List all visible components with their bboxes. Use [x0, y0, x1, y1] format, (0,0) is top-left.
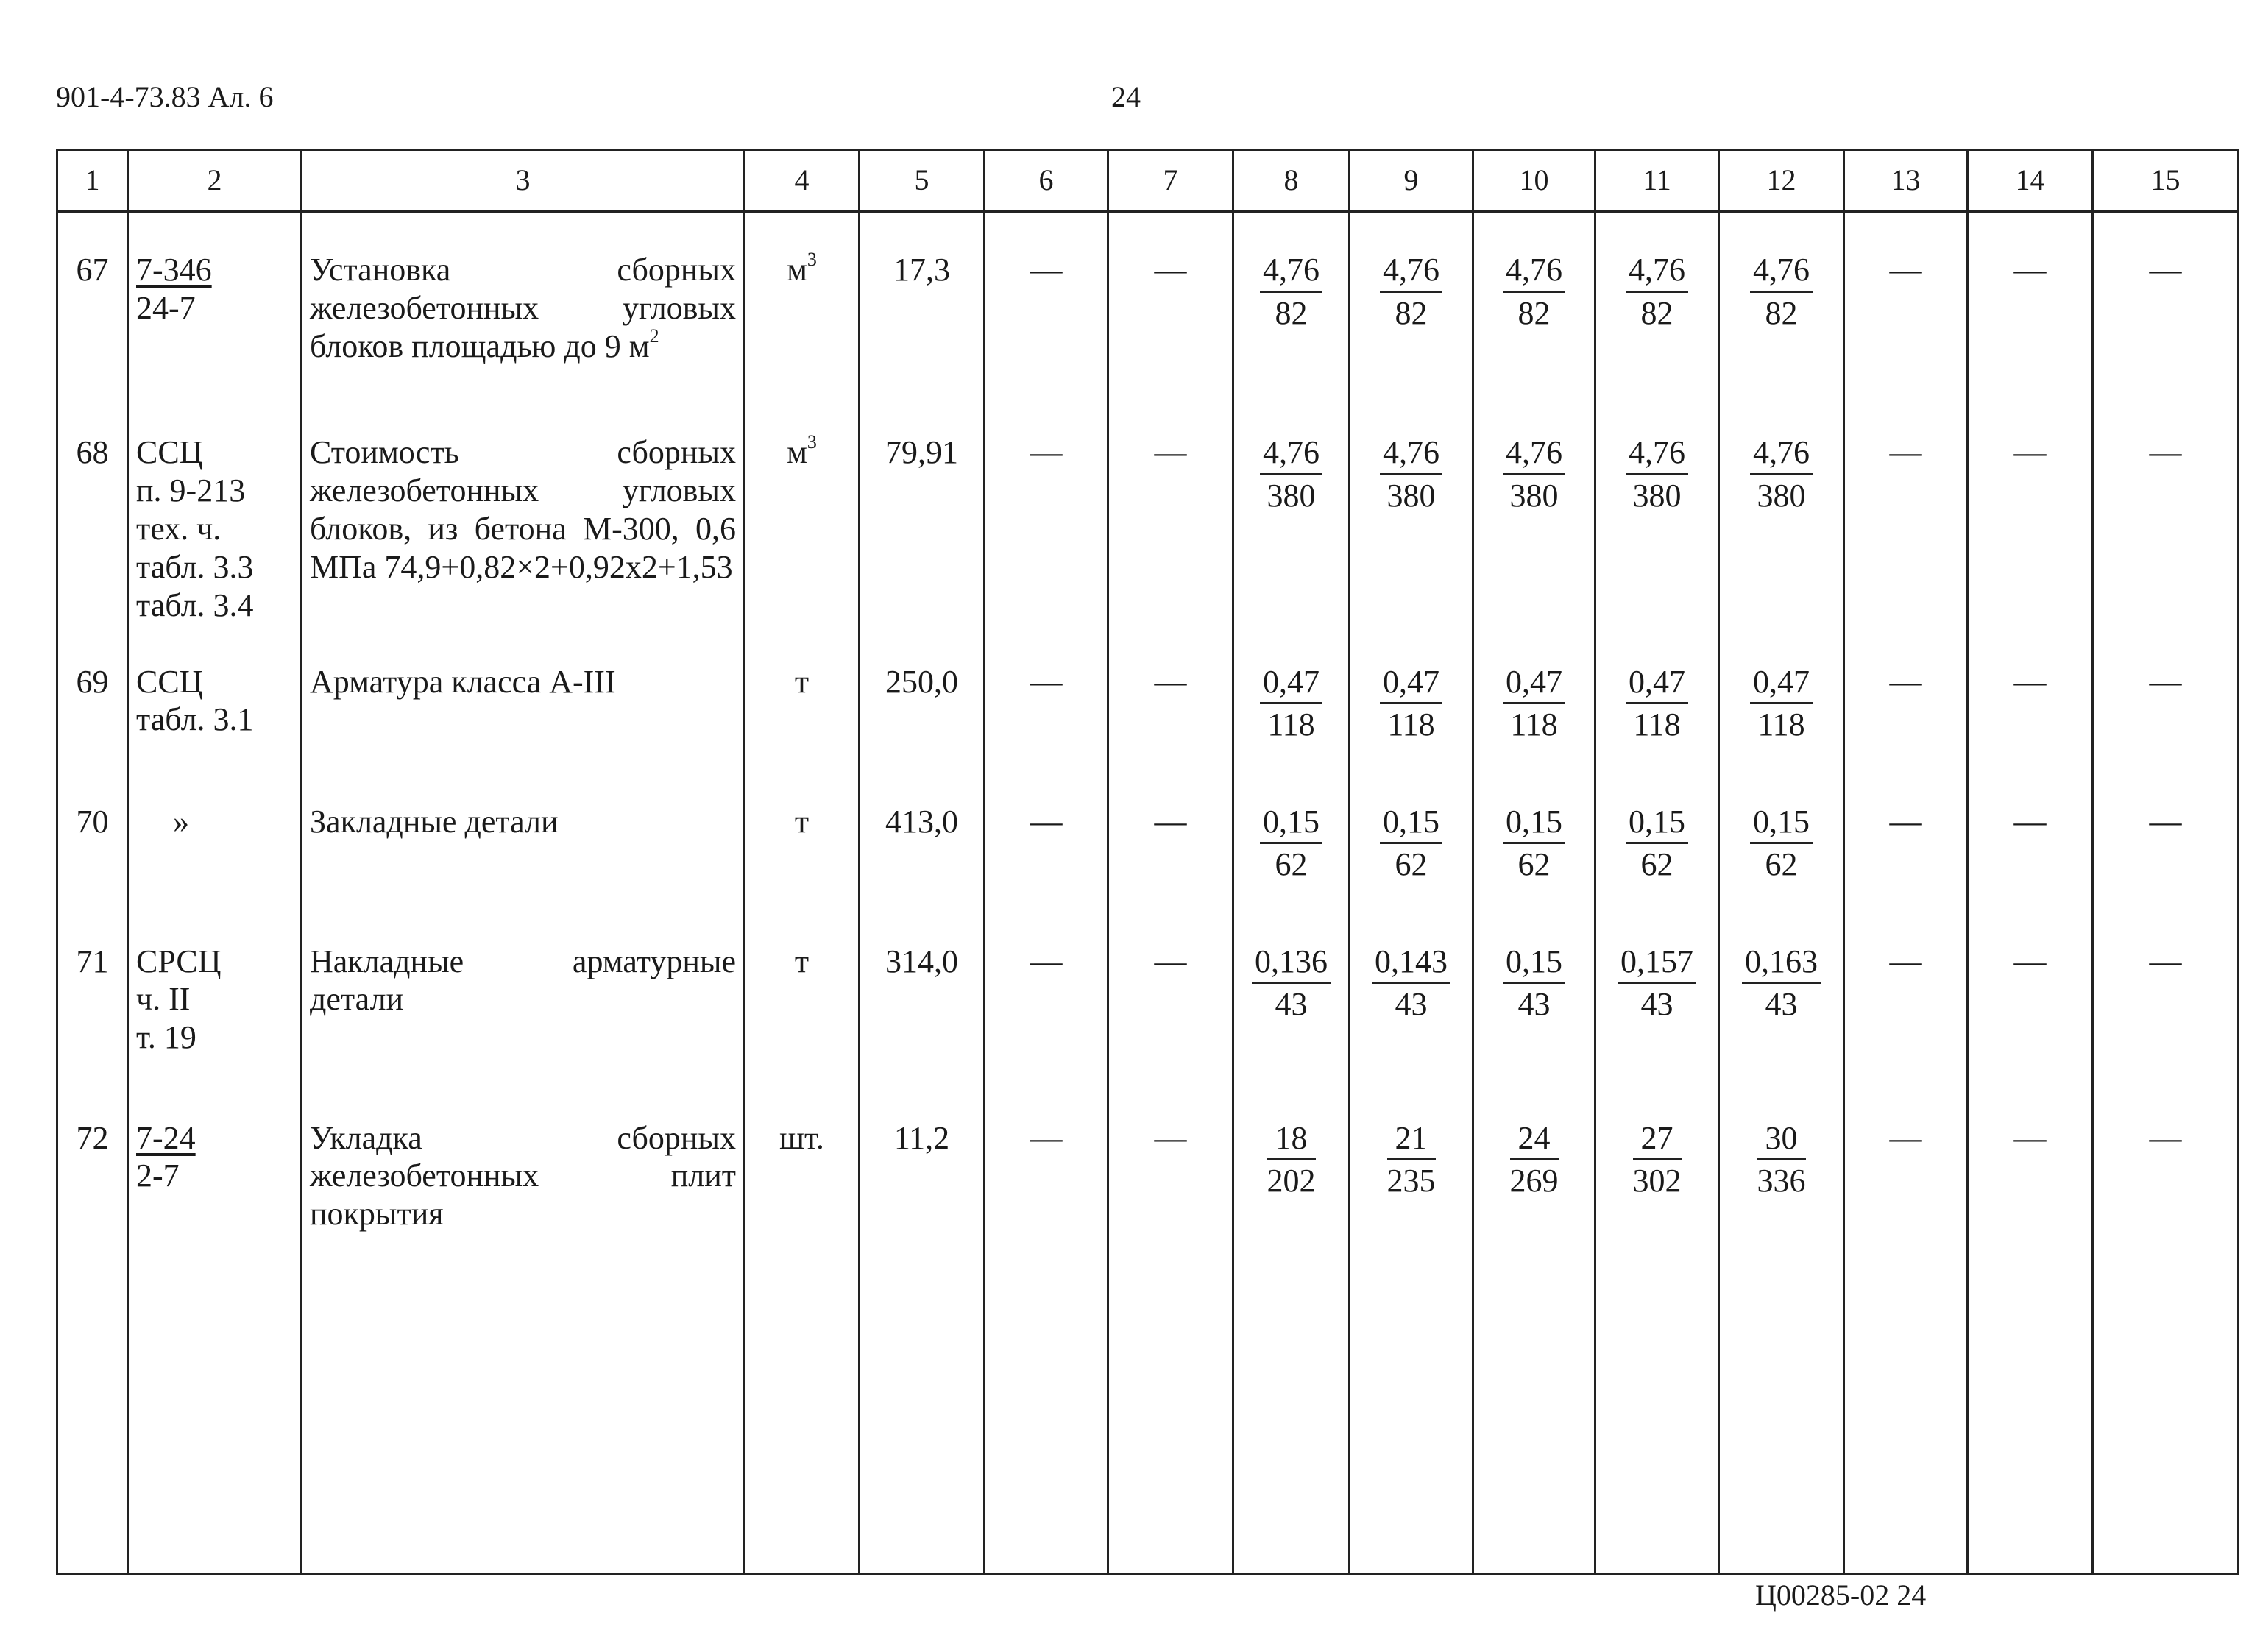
col6-cell	[985, 765, 1108, 904]
fraction-cell	[1595, 765, 1719, 904]
row-number-cell	[57, 211, 128, 395]
fraction-cell	[1595, 625, 1719, 765]
fraction	[1510, 1119, 1559, 1201]
fraction	[1626, 251, 1688, 333]
col14-cell	[1968, 904, 2093, 1081]
quantity-cell	[860, 765, 985, 904]
reference-line: табл. 3.3	[136, 548, 254, 585]
reference-cell	[128, 765, 302, 904]
dash: —	[2149, 434, 2182, 470]
empty-cell	[1473, 1250, 1595, 1574]
description-cell	[302, 625, 745, 765]
fraction-numerator: 0,47	[1260, 663, 1322, 705]
dash: —	[2013, 803, 2047, 840]
col15-cell	[2093, 1081, 2239, 1250]
table-row	[57, 1081, 2239, 1250]
empty-cell	[1968, 1250, 2093, 1574]
fraction-cell	[1719, 1081, 1844, 1250]
unit-text: т	[794, 803, 810, 840]
empty-cell	[1350, 1250, 1473, 1574]
col13-cell	[1844, 625, 1968, 765]
dash: —	[2149, 252, 2182, 288]
fraction-numerator: 0,15	[1503, 803, 1565, 845]
col-header: 10	[1473, 150, 1595, 212]
fraction-numerator: 18	[1267, 1119, 1316, 1161]
row-number-cell	[57, 625, 128, 765]
fraction	[1260, 433, 1322, 515]
fraction-denominator: 82	[1395, 294, 1428, 331]
empty-cell	[985, 1250, 1108, 1574]
col-header: 12	[1719, 150, 1844, 212]
col-header: 4	[745, 150, 860, 212]
fraction-cell	[1595, 1081, 1719, 1250]
row-number: 71	[76, 943, 109, 979]
quantity: 314,0	[885, 943, 958, 979]
fraction-denominator: 82	[1517, 294, 1551, 331]
reference-line: 7-346	[136, 252, 212, 288]
estimate-table	[56, 149, 2239, 1575]
reference-line: табл. 3.1	[136, 701, 254, 738]
col6-cell	[985, 1081, 1108, 1250]
dash: —	[1030, 803, 1063, 840]
unit-text: т	[794, 663, 810, 700]
dash: —	[2013, 434, 2047, 470]
description-text: Стоимость сборных железобетонных угловых блоков, из бетона М-300, 0,6 МПа 74,9+0,82×2+0,92х2+1,53	[310, 434, 736, 585]
fraction	[1757, 1119, 1806, 1201]
fraction-denominator: 269	[1509, 1163, 1559, 1199]
reference-line: т. 19	[136, 1019, 196, 1056]
col13-cell	[1844, 904, 1968, 1081]
reference-line: ССЦ	[136, 663, 203, 700]
col6-cell	[985, 395, 1108, 625]
empty-cell	[2093, 1250, 2239, 1574]
fraction-denominator: 118	[1757, 706, 1805, 743]
empty-cell	[860, 1250, 985, 1574]
fraction-numerator: 21	[1387, 1119, 1436, 1161]
fraction-denominator: 118	[1267, 706, 1315, 743]
col-header: 6	[985, 150, 1108, 212]
col-header: 13	[1844, 150, 1968, 212]
row-number: 72	[76, 1119, 109, 1156]
col13-cell	[1844, 1081, 1968, 1250]
fraction-numerator: 4,76	[1503, 433, 1565, 475]
fraction-cell	[1350, 395, 1473, 625]
dash: —	[1889, 1119, 1922, 1156]
row-number: 67	[76, 252, 109, 288]
dash: —	[1030, 434, 1063, 470]
fraction	[1626, 663, 1688, 745]
dash: —	[2149, 803, 2182, 840]
col7-cell	[1108, 395, 1233, 625]
fraction-numerator: 0,15	[1503, 943, 1565, 985]
fraction-numerator: 0,15	[1750, 803, 1813, 845]
row-number-cell	[57, 1081, 128, 1250]
unit-text: м	[787, 434, 807, 470]
fraction-denominator: 62	[1395, 846, 1428, 883]
empty-cell	[1233, 1250, 1350, 1574]
fraction-numerator: 30	[1757, 1119, 1806, 1161]
dash: —	[2149, 1119, 2182, 1156]
row-number-cell	[57, 765, 128, 904]
unit-text: шт.	[779, 1119, 824, 1156]
reference-line: 24-7	[136, 289, 196, 326]
fraction-denominator: 118	[1633, 706, 1681, 743]
fraction-cell	[1719, 765, 1844, 904]
description-text: Накладные арматурные детали	[310, 943, 736, 1018]
table-row	[57, 765, 2239, 904]
fraction-cell	[1350, 765, 1473, 904]
unit-cell	[745, 1081, 860, 1250]
fraction-numerator: 0,15	[1626, 803, 1688, 845]
fraction	[1626, 803, 1688, 885]
dash: —	[2013, 252, 2047, 288]
fraction-numerator: 0,163	[1742, 943, 1821, 985]
dash: —	[1154, 943, 1187, 979]
superscript: 3	[807, 249, 817, 270]
dash: —	[1154, 803, 1187, 840]
fraction	[1372, 943, 1450, 1024]
fraction	[1267, 1119, 1316, 1201]
unit-cell	[745, 765, 860, 904]
fraction	[1742, 943, 1821, 1024]
col-header: 7	[1108, 150, 1233, 212]
dash: —	[1030, 943, 1063, 979]
quantity: 11,2	[893, 1119, 950, 1156]
row-number-cell	[57, 395, 128, 625]
row-number: 70	[76, 803, 109, 840]
reference-line: тех. ч.	[136, 510, 222, 547]
fraction-denominator: 202	[1267, 1163, 1316, 1199]
col14-cell	[1968, 211, 2093, 395]
fraction-cell	[1350, 625, 1473, 765]
dash: —	[1154, 252, 1187, 288]
fraction-denominator: 380	[1757, 477, 1806, 514]
fraction-denominator: 43	[1765, 986, 1798, 1023]
fraction-numerator: 0,15	[1260, 803, 1322, 845]
dash: —	[2013, 1119, 2047, 1156]
unit-cell	[745, 625, 860, 765]
fraction-numerator: 0,47	[1503, 663, 1565, 705]
fraction	[1750, 251, 1813, 333]
fraction	[1380, 663, 1442, 745]
fraction-cell	[1719, 625, 1844, 765]
reference-line: ч. II	[136, 981, 191, 1018]
fraction-cell	[1350, 1081, 1473, 1250]
col-header: 2	[128, 150, 302, 212]
dash: —	[2149, 663, 2182, 700]
fraction	[1380, 251, 1442, 333]
col6-cell	[985, 211, 1108, 395]
reference-cell	[128, 211, 302, 395]
fraction-numerator: 0,157	[1618, 943, 1696, 985]
dash: —	[1889, 943, 1922, 979]
col7-cell	[1108, 904, 1233, 1081]
fraction-denominator: 380	[1267, 477, 1316, 514]
description-cell	[302, 395, 745, 625]
unit-text: м	[787, 252, 807, 288]
dash: —	[2149, 943, 2182, 979]
fraction	[1387, 1119, 1436, 1201]
reference-line: п. 9-213	[136, 472, 246, 508]
table-row	[57, 395, 2239, 625]
fraction-numerator: 0,136	[1252, 943, 1331, 985]
empty-cell	[128, 1250, 302, 1574]
quantity-cell	[860, 625, 985, 765]
fraction-cell	[1233, 765, 1350, 904]
quantity: 250,0	[885, 663, 958, 700]
fraction	[1618, 943, 1696, 1024]
reference-cell	[128, 395, 302, 625]
col7-cell	[1108, 211, 1233, 395]
col-header: 14	[1968, 150, 2093, 212]
fraction	[1260, 663, 1322, 745]
fraction	[1633, 1119, 1682, 1201]
fraction-cell	[1595, 904, 1719, 1081]
col14-cell	[1968, 765, 2093, 904]
fraction-cell	[1719, 395, 1844, 625]
quantity: 413,0	[885, 803, 958, 840]
superscript: 2	[649, 325, 659, 347]
fraction-numerator: 0,143	[1372, 943, 1450, 985]
col-header: 11	[1595, 150, 1719, 212]
dash: —	[2013, 663, 2047, 700]
fraction-cell	[1473, 1081, 1595, 1250]
col15-cell	[2093, 904, 2239, 1081]
fraction-numerator: 4,76	[1503, 251, 1565, 293]
fraction-denominator: 380	[1509, 477, 1559, 514]
unit-cell	[745, 211, 860, 395]
fraction-numerator: 4,76	[1260, 251, 1322, 293]
col-header: 9	[1350, 150, 1473, 212]
column-number-row	[57, 150, 2239, 212]
fraction	[1260, 803, 1322, 885]
col14-cell	[1968, 625, 2093, 765]
empty-cell	[1595, 1250, 1719, 1574]
fraction-denominator: 43	[1395, 986, 1428, 1023]
reference-line: 2-7	[136, 1158, 180, 1194]
fraction-denominator: 43	[1275, 986, 1308, 1023]
col7-cell	[1108, 625, 1233, 765]
col13-cell	[1844, 211, 1968, 395]
col6-cell	[985, 904, 1108, 1081]
reference-cell	[128, 1081, 302, 1250]
row-number: 68	[76, 434, 109, 470]
empty-cell	[1844, 1250, 1968, 1574]
fraction-denominator: 82	[1640, 294, 1673, 331]
fraction-cell	[1595, 211, 1719, 395]
table-row	[57, 904, 2239, 1081]
description-cell	[302, 211, 745, 395]
col15-cell	[2093, 211, 2239, 395]
quantity-cell	[860, 395, 985, 625]
fraction-denominator: 118	[1510, 706, 1558, 743]
fraction-cell	[1350, 904, 1473, 1081]
empty-cell	[1108, 1250, 1233, 1574]
unit-cell	[745, 904, 860, 1081]
table-row	[57, 625, 2239, 765]
reference-line: 7-24	[136, 1119, 196, 1156]
empty-cell	[1719, 1250, 1844, 1574]
fraction-cell	[1719, 211, 1844, 395]
reference-line: табл. 3.4	[136, 586, 254, 623]
empty-cell	[302, 1250, 745, 1574]
fraction-numerator: 4,76	[1626, 251, 1688, 293]
col15-cell	[2093, 765, 2239, 904]
fraction-denominator: 82	[1765, 294, 1798, 331]
fraction-denominator: 118	[1387, 706, 1435, 743]
fraction-cell	[1473, 904, 1595, 1081]
fraction	[1626, 433, 1688, 515]
quantity-cell	[860, 1081, 985, 1250]
description-text: Укладка сборных железобетонных плит покрытия	[310, 1119, 736, 1233]
row-number-cell	[57, 904, 128, 1081]
fraction-numerator: 0,47	[1626, 663, 1688, 705]
col15-cell	[2093, 625, 2239, 765]
fraction-numerator: 4,76	[1380, 251, 1442, 293]
unit-cell	[745, 395, 860, 625]
description-cell	[302, 904, 745, 1081]
col-header: 1	[57, 150, 128, 212]
fraction	[1750, 433, 1813, 515]
fraction-denominator: 235	[1386, 1163, 1436, 1199]
fraction-denominator: 380	[1632, 477, 1682, 514]
fraction-denominator: 62	[1765, 846, 1798, 883]
col7-cell	[1108, 765, 1233, 904]
fraction-denominator: 62	[1517, 846, 1551, 883]
fraction-cell	[1233, 904, 1350, 1081]
fraction-cell	[1233, 625, 1350, 765]
reference-line: СРСЦ	[136, 943, 222, 979]
description-text: Установка сборных железобетонных угловых блоков площадью до 9 м	[310, 252, 736, 364]
col14-cell	[1968, 1081, 2093, 1250]
reference-line: »	[173, 803, 189, 840]
table-row	[57, 211, 2239, 395]
fraction-cell	[1233, 395, 1350, 625]
dash: —	[1154, 434, 1187, 470]
fraction-numerator: 27	[1633, 1119, 1682, 1161]
fraction-cell	[1350, 211, 1473, 395]
fraction-cell	[1473, 625, 1595, 765]
fraction-numerator: 0,15	[1380, 803, 1442, 845]
fraction-cell	[1473, 211, 1595, 395]
footer-code: Ц00285-02 24	[1755, 1578, 1927, 1612]
fraction-denominator: 302	[1632, 1163, 1682, 1199]
row-number: 69	[76, 663, 109, 700]
fraction	[1503, 663, 1565, 745]
fraction-cell	[1473, 395, 1595, 625]
fraction	[1503, 943, 1565, 1024]
fraction	[1380, 433, 1442, 515]
fraction-cell	[1473, 765, 1595, 904]
fraction-denominator: 82	[1275, 294, 1308, 331]
dash: —	[1889, 663, 1922, 700]
fraction	[1750, 803, 1813, 885]
fraction-numerator: 0,47	[1750, 663, 1813, 705]
quantity: 17,3	[893, 252, 950, 288]
fraction-numerator: 4,76	[1380, 433, 1442, 475]
col7-cell	[1108, 1081, 1233, 1250]
fraction	[1260, 251, 1322, 333]
dash: —	[1030, 252, 1063, 288]
reference-cell	[128, 625, 302, 765]
col13-cell	[1844, 765, 1968, 904]
fraction-denominator: 62	[1640, 846, 1673, 883]
col6-cell	[985, 625, 1108, 765]
fraction-cell	[1233, 211, 1350, 395]
fraction-cell	[1719, 904, 1844, 1081]
fraction-numerator: 0,47	[1380, 663, 1442, 705]
empty-cell	[745, 1250, 860, 1574]
document-code: 901-4-73.83 Ал. 6	[56, 80, 274, 113]
empty-cell	[57, 1250, 128, 1574]
quantity: 79,91	[885, 434, 958, 470]
description-text: Закладные детали	[310, 803, 559, 840]
col15-cell	[2093, 395, 2239, 625]
dash: —	[1889, 803, 1922, 840]
dash: —	[1030, 1119, 1063, 1156]
unit-text: т	[794, 943, 810, 979]
col13-cell	[1844, 395, 1968, 625]
fraction	[1252, 943, 1331, 1024]
dash: —	[1154, 663, 1187, 700]
col-header: 5	[860, 150, 985, 212]
dash: —	[2013, 943, 2047, 979]
fraction-cell	[1595, 395, 1719, 625]
col14-cell	[1968, 395, 2093, 625]
col-header: 3	[302, 150, 745, 212]
fraction-denominator: 380	[1386, 477, 1436, 514]
dash: —	[1889, 252, 1922, 288]
fraction	[1503, 251, 1565, 333]
reference-cell	[128, 904, 302, 1081]
fraction-denominator: 62	[1275, 846, 1308, 883]
fraction	[1380, 803, 1442, 885]
fraction	[1750, 663, 1813, 745]
empty-space-row	[57, 1250, 2239, 1574]
description-cell	[302, 765, 745, 904]
description-cell	[302, 1081, 745, 1250]
fraction-denominator: 43	[1517, 986, 1551, 1023]
fraction	[1503, 803, 1565, 885]
fraction-numerator: 4,76	[1260, 433, 1322, 475]
fraction-numerator: 4,76	[1750, 433, 1813, 475]
fraction-numerator: 4,76	[1626, 433, 1688, 475]
fraction-cell	[1233, 1081, 1350, 1250]
fraction-denominator: 43	[1640, 986, 1673, 1023]
col-header: 8	[1233, 150, 1350, 212]
fraction	[1503, 433, 1565, 515]
superscript: 3	[807, 431, 817, 453]
fraction-denominator: 336	[1757, 1163, 1806, 1199]
dash: —	[1889, 434, 1922, 470]
dash: —	[1030, 663, 1063, 700]
page-number: 24	[1111, 80, 1141, 113]
fraction-numerator: 24	[1510, 1119, 1559, 1161]
col-header: 15	[2093, 150, 2239, 212]
dash: —	[1154, 1119, 1187, 1156]
quantity-cell	[860, 211, 985, 395]
quantity-cell	[860, 904, 985, 1081]
fraction-numerator: 4,76	[1750, 251, 1813, 293]
description-text: Арматура класса А-III	[310, 663, 616, 700]
reference-line: ССЦ	[136, 434, 203, 470]
